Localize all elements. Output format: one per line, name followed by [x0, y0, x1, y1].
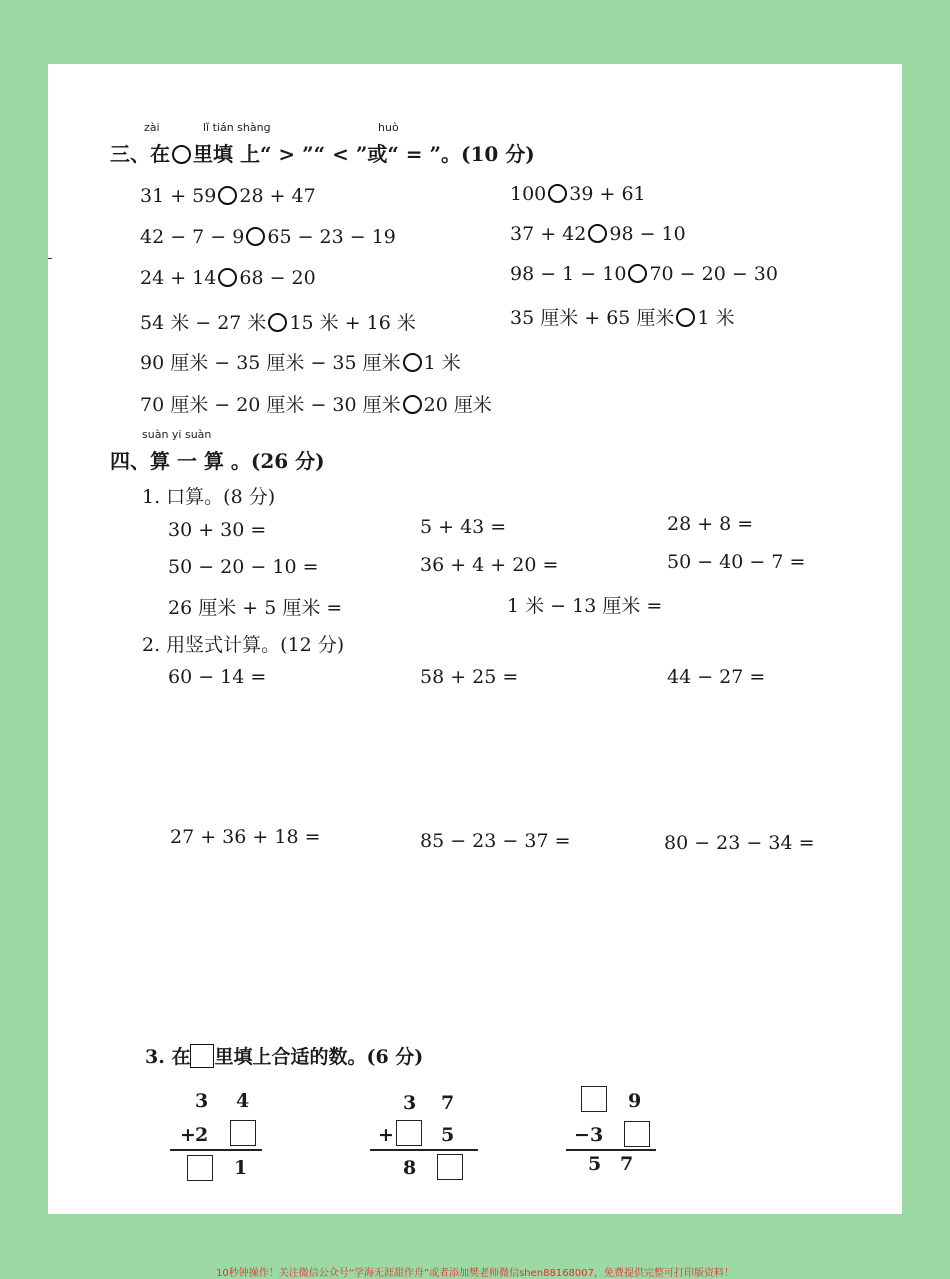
- promo-footer: 10秒钟操作！关注微信公众号“学海无涯甜作舟”或者添加樊老师微信shen88168007，免费提供完整可打印版资料！: [215, 1268, 735, 1279]
- answer-circle[interactable]: [548, 184, 567, 203]
- vertical-calc-item: 60 − 14 =: [168, 666, 267, 688]
- compare-item: 100 39 + 61: [510, 183, 646, 205]
- answer-circle[interactable]: [268, 313, 287, 332]
- sum-line: [170, 1149, 262, 1151]
- answer-circle[interactable]: [246, 227, 265, 246]
- answer-circle[interactable]: [403, 395, 422, 414]
- answer-circle[interactable]: [676, 308, 695, 327]
- difference-line: [566, 1149, 656, 1151]
- answer-box[interactable]: [396, 1120, 422, 1146]
- blank-box-icon: [190, 1044, 214, 1068]
- part3-title: 3. 在 里填上合适的数。(6 分): [145, 1046, 424, 1068]
- answer-circle[interactable]: [588, 224, 607, 243]
- sum-line: [370, 1149, 478, 1151]
- oral-item: 1 米 − 13 厘米 =: [507, 595, 663, 617]
- vertical-calc-item: 85 − 23 − 37 =: [420, 830, 571, 852]
- oral-item: 50 − 40 − 7 =: [667, 551, 806, 573]
- part2-title: 2. 用竖式计算。(12 分): [142, 634, 345, 656]
- section4-heading: 四、算 一 算 。(26 分): [110, 449, 325, 473]
- answer-circle[interactable]: [628, 264, 647, 283]
- section3-heading-text: 里填 上“ > ”“ < ”或“ = ”。(10 分): [193, 142, 535, 166]
- oral-item: 5 + 43 =: [420, 516, 507, 538]
- vertical-calc-item: 58 + 25 =: [420, 666, 519, 688]
- vertical-calc-item: 44 − 27 =: [667, 666, 766, 688]
- margin-mark: [48, 258, 52, 259]
- answer-circle[interactable]: [218, 186, 237, 205]
- oral-item: 28 + 8 =: [667, 513, 754, 535]
- answer-box[interactable]: [230, 1120, 256, 1146]
- compare-item: 35 厘米 + 65 厘米 1 米: [510, 307, 735, 329]
- pinyin-suan-yi-suan: suàn yi suàn: [142, 428, 212, 441]
- answer-box[interactable]: [624, 1121, 650, 1147]
- compare-item: 98 − 1 − 10 70 − 20 − 30: [510, 263, 778, 285]
- pinyin-zai: zài: [144, 121, 160, 134]
- pinyin-li-tian-shang: lǐ tián shàng: [203, 121, 271, 134]
- compare-item: 24 + 14 68 − 20: [140, 267, 316, 289]
- answer-circle[interactable]: [218, 268, 237, 287]
- answer-box[interactable]: [581, 1086, 607, 1112]
- answer-circle[interactable]: [403, 353, 422, 372]
- vertical-calc-item: 80 − 23 − 34 =: [664, 832, 815, 854]
- compare-item: 42 − 7 − 9 65 − 23 − 19: [140, 226, 396, 248]
- compare-item: 70 厘米 − 20 厘米 − 30 厘米 20 厘米: [140, 394, 492, 416]
- compare-circle-icon: [172, 145, 191, 164]
- part1-title: 1. 口算。(8 分): [142, 486, 276, 508]
- compare-item: 31 + 59 28 + 47: [140, 185, 316, 207]
- answer-box[interactable]: [187, 1155, 213, 1181]
- oral-item: 26 厘米 + 5 厘米 =: [168, 597, 343, 619]
- oral-item: 36 + 4 + 20 =: [420, 554, 559, 576]
- oral-item: 50 − 20 − 10 =: [168, 556, 319, 578]
- answer-box[interactable]: [437, 1154, 463, 1180]
- compare-item: 90 厘米 − 35 厘米 − 35 厘米 1 米: [140, 352, 461, 374]
- compare-item: 37 + 42 98 − 10: [510, 223, 686, 245]
- pinyin-huo: huò: [378, 121, 399, 134]
- section3-heading-prefix: 三、在: [110, 142, 170, 166]
- compare-item: 54 米 − 27 米 15 米 + 16 米: [140, 312, 416, 334]
- vertical-calc-item: 27 + 36 + 18 =: [170, 826, 321, 848]
- oral-item: 30 + 30 =: [168, 519, 267, 541]
- section3-heading: [110, 138, 535, 167]
